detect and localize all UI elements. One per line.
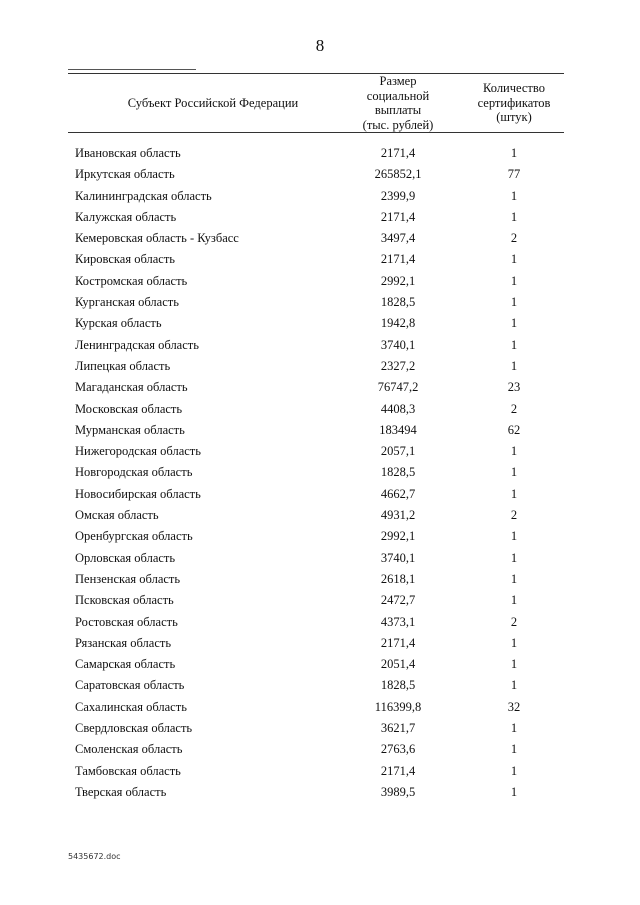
document-id: 5435672.doc [68, 852, 121, 861]
table-row [0, 251, 640, 272]
certificate-count: 32 [507, 699, 521, 714]
table-row [0, 188, 640, 209]
table-row [0, 166, 640, 187]
payment-amount: 3497,4 [380, 231, 416, 246]
region-name: Тамбовская область [75, 763, 181, 778]
header-count [462, 81, 566, 125]
region-name: Оренбургская область [75, 529, 193, 544]
region-name: Новгородская область [75, 465, 193, 480]
certificate-count: 1 [510, 763, 518, 778]
short-rule [68, 69, 196, 70]
region-name: Кировская область [75, 252, 176, 267]
region-name: Липецкая область [75, 358, 171, 373]
certificate-count: 1 [510, 188, 518, 203]
table-row [0, 486, 640, 507]
region-name: Нижегородская область [75, 444, 201, 459]
region-name: Пензенская область [75, 571, 181, 586]
payment-amount: 2618,1 [380, 571, 416, 586]
region-name: Ростовская область [75, 614, 178, 629]
table-row [0, 401, 640, 422]
table-row [0, 507, 640, 528]
table-row [0, 592, 640, 613]
region-name: Самарская область [75, 657, 176, 672]
table-row [0, 763, 640, 784]
table-row [0, 528, 640, 549]
certificate-count: 1 [510, 444, 518, 459]
region-name: Ленинградская область [75, 337, 199, 352]
region-name: Калининградская область [75, 188, 212, 203]
header-amount [356, 74, 440, 132]
certificate-count: 1 [510, 742, 518, 757]
certificate-count: 1 [510, 657, 518, 672]
table-row [0, 784, 640, 805]
region-name: Мурманская область [75, 422, 185, 437]
certificate-count: 1 [510, 635, 518, 650]
table-row [0, 677, 640, 698]
table-row [0, 358, 640, 379]
certificate-count: 23 [507, 380, 521, 395]
header-amount-line: социальной [366, 88, 430, 103]
payment-amount: 2327,2 [380, 358, 416, 373]
certificate-count: 1 [510, 678, 518, 693]
certificate-count: 1 [510, 146, 518, 160]
region-name: Московская область [75, 401, 183, 416]
table-top-rule [68, 73, 564, 74]
table-row [0, 209, 640, 230]
region-name: Псковская область [75, 593, 174, 608]
payment-amount: 4931,2 [380, 508, 416, 523]
certificate-count: 1 [510, 486, 518, 501]
certificate-count: 1 [510, 593, 518, 608]
table-row [0, 614, 640, 635]
payment-amount: 183494 [379, 422, 417, 437]
payment-amount: 2992,1 [380, 529, 416, 544]
table-row [0, 230, 640, 251]
region-name: Курская область [75, 316, 162, 331]
table-row [0, 145, 640, 166]
table-body [0, 145, 640, 805]
payment-amount: 4408,3 [380, 401, 416, 416]
payment-amount: 2171,4 [380, 635, 416, 650]
region-name: Курганская область [75, 295, 179, 310]
table-row [0, 550, 640, 571]
payment-amount: 2992,1 [380, 273, 416, 288]
page-number: 8 [315, 36, 325, 55]
table-row [0, 337, 640, 358]
payment-amount: 4662,7 [380, 486, 416, 501]
payment-amount: 1828,5 [380, 678, 416, 693]
payment-amount: 3740,1 [380, 550, 416, 565]
region-name: Ивановская область [75, 146, 181, 160]
payment-amount: 2057,1 [380, 444, 416, 459]
header-amount-line: (тыс. рублей) [362, 117, 434, 132]
certificate-count: 1 [510, 529, 518, 544]
region-name: Калужская область [75, 209, 177, 224]
certificate-count: 1 [510, 295, 518, 310]
table-row [0, 273, 640, 294]
payment-amount: 3621,7 [380, 721, 416, 736]
payment-amount: 2171,4 [380, 146, 416, 160]
payment-amount: 4373,1 [380, 614, 416, 629]
payment-amount: 2763,6 [380, 742, 416, 757]
header-amount-line: Размер [379, 74, 417, 88]
payment-amount: 1828,5 [380, 465, 416, 480]
region-name: Новосибирская область [75, 486, 201, 501]
table-row [0, 741, 640, 762]
certificate-count: 1 [510, 209, 518, 224]
certificate-count: 2 [510, 401, 518, 416]
payment-amount: 2171,4 [380, 209, 416, 224]
region-name: Омская область [75, 508, 159, 523]
table-header-rule [68, 132, 564, 133]
table-row [0, 635, 640, 656]
certificate-count: 77 [507, 167, 521, 182]
payment-amount: 116399,8 [374, 699, 422, 714]
region-name: Свердловская область [75, 721, 193, 736]
region-name: Смоленская область [75, 742, 183, 757]
table-row [0, 422, 640, 443]
certificate-count: 2 [510, 508, 518, 523]
region-name: Орловская область [75, 550, 176, 565]
payment-amount: 3740,1 [380, 337, 416, 352]
certificate-count: 1 [510, 571, 518, 586]
certificate-count: 1 [510, 358, 518, 373]
header-count-line: сертификатов [477, 95, 551, 110]
certificate-count: 1 [510, 465, 518, 480]
table-row [0, 315, 640, 336]
table-row [0, 464, 640, 485]
table-row [0, 656, 640, 677]
region-name: Рязанская область [75, 635, 172, 650]
certificate-count: 1 [510, 337, 518, 352]
header-amount-line: выплаты [374, 103, 422, 117]
region-name: Магаданская область [75, 380, 188, 395]
certificate-count: 1 [510, 252, 518, 267]
payment-amount: 76747,2 [377, 380, 419, 395]
certificate-count: 1 [510, 273, 518, 288]
certificate-count: 1 [510, 316, 518, 331]
payment-amount: 265852,1 [374, 167, 422, 182]
certificate-count: 1 [510, 721, 518, 736]
region-name: Сахалинская область [75, 699, 187, 714]
region-name: Костромская область [75, 273, 188, 288]
payment-amount: 1942,8 [380, 316, 416, 331]
certificate-count: 2 [510, 231, 518, 246]
table-row [0, 379, 640, 400]
certificate-count: 1 [510, 550, 518, 565]
payment-amount: 2472,7 [380, 593, 416, 608]
certificate-count: 1 [510, 784, 518, 799]
payment-amount: 3989,5 [380, 784, 416, 799]
table-row [0, 443, 640, 464]
region-name: Саратовская область [75, 678, 185, 693]
table-row [0, 699, 640, 720]
certificate-count: 62 [507, 422, 521, 437]
header-count-line: (штук) [496, 110, 532, 124]
region-name: Иркутская область [75, 167, 175, 182]
table-row [0, 294, 640, 315]
payment-amount: 1828,5 [380, 295, 416, 310]
payment-amount: 2399,9 [380, 188, 416, 203]
region-name: Кемеровская область - Кузбасс [75, 231, 239, 246]
payment-amount: 2051,4 [380, 657, 416, 672]
certificate-count: 2 [510, 614, 518, 629]
payment-amount: 2171,4 [380, 763, 416, 778]
header-subject: Субъект Российской Федерации [127, 96, 299, 110]
header-count-line: Количество [483, 81, 545, 95]
payment-amount: 2171,4 [380, 252, 416, 267]
region-name: Тверская область [75, 784, 167, 799]
table-row [0, 720, 640, 741]
table-row [0, 571, 640, 592]
